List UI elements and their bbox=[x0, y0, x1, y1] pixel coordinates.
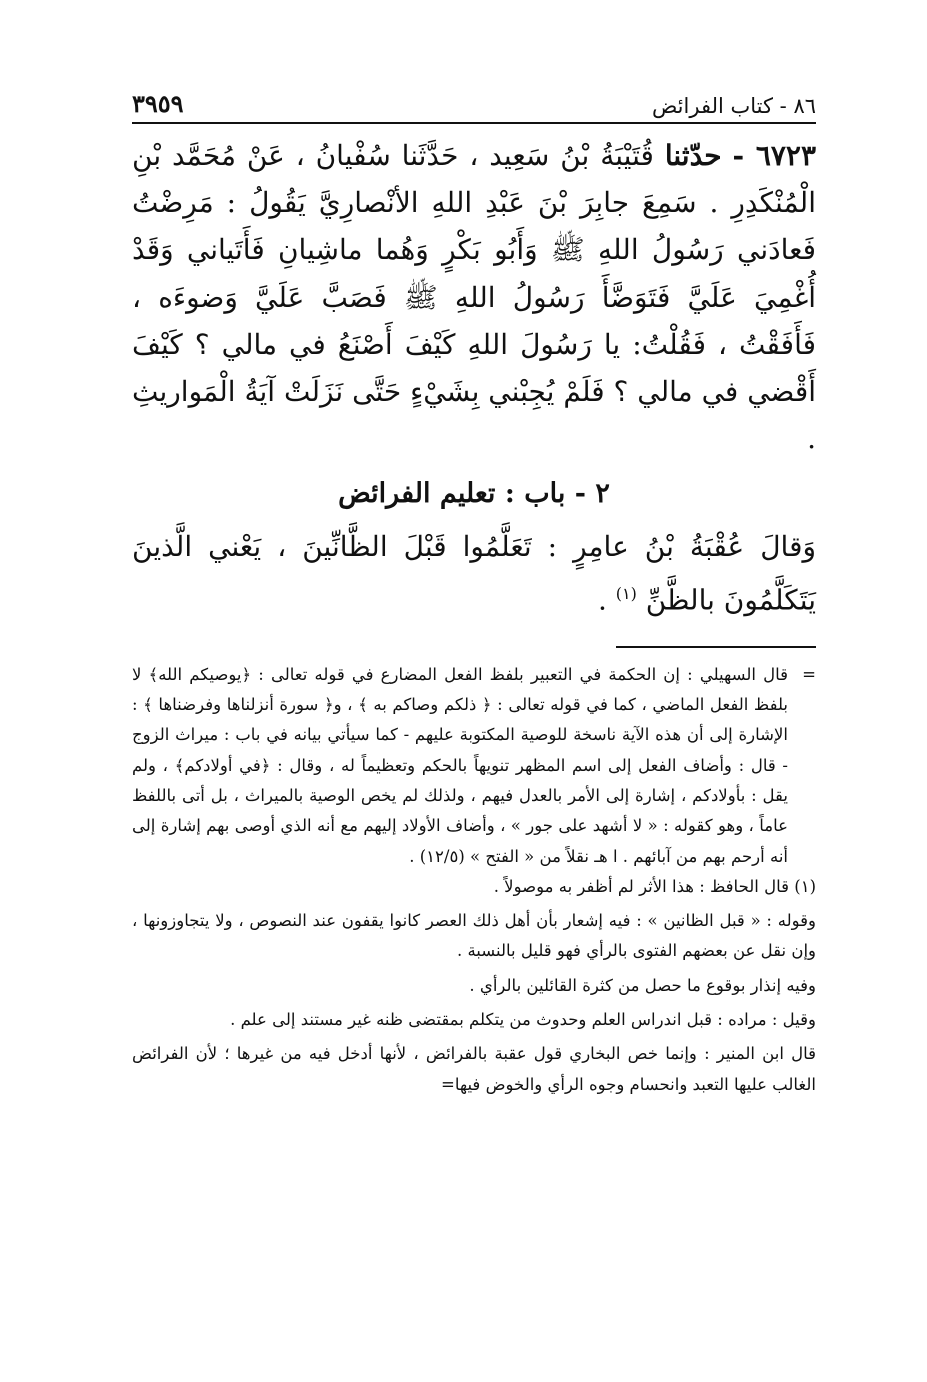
hadith-number: ٦٧٢٣ - bbox=[732, 139, 816, 172]
chapter-block bbox=[132, 523, 816, 623]
book-page bbox=[132, 76, 816, 1100]
continuation-marker: = bbox=[802, 664, 816, 684]
hadith-block bbox=[132, 132, 816, 462]
footnotes bbox=[132, 660, 816, 1100]
footnote-1-marker: (١) bbox=[794, 876, 816, 896]
footnote-continuation bbox=[132, 660, 816, 872]
running-title: ٨٦ - كتاب الفرائض bbox=[651, 94, 816, 118]
page-header bbox=[132, 76, 816, 124]
footnote-1-text: قال الحافظ : هذا الأثر لم أظفر به موصولاً . bbox=[493, 876, 789, 896]
chapter-end: . bbox=[597, 583, 607, 617]
footnote-paragraph: وقيل : مراده : قبل اندراس العلم وحدوث من يتكلم بمقتضى ظنه غير مستند إلى علم . bbox=[230, 1010, 816, 1030]
footnote-paragraph: وقوله : « قبل الظانين » : فيه إشعار بأن أهل ذلك العصر كانوا يقفون عند النصوص ، ولا يتجاوزونها ، وإن نقل عن بعضهم الفتوى بالرأي فهو قليل بالنسبة . bbox=[132, 911, 816, 961]
footnote-reference[interactable]: (١) bbox=[615, 584, 637, 604]
hadith-text: قُتَيْبَةُ بْنُ سَعِيد ، حَدَّثَنا سُفْيانُ ، عَنْ مُحَمَّد بْنِ الْمُنْكَدِرِ . سَمِعَ جابِرَ بْنَ عَبْدِ اللهِ الأنْصارِيَّ يَقُولُ : مَرِضْتُ فَعادَني رَسُولُ اللهِ ﷺ وَأَبُو بَكْرٍ وَهُما ماشِيانِ فَأَتَياني وَقَدْ أُغْمِيَ عَلَيَّ فَتَوَضَّأَ رَسُولُ اللهِ ﷺ فَصَبَّ عَلَيَّ وَضوءَه ، فَأَفَقْتُ ، فَقُلْتُ: يا رَسُولَ اللهِ كَيْفَ أَصْنَعُ في مالي ؟ كَيْفَ أَقْضي في مالي ؟ فَلَمْ يُجِبْني بِشَيْءٍ حَتَّى نَزَلَتْ آيَةُ الْمَواريثِ . bbox=[132, 139, 816, 456]
footnote-paragraph: وفيه إنذار بوقوع ما حصل من كثرة القائلين بالرأي . bbox=[469, 975, 816, 995]
chapter-text: وَقالَ عُقْبَةُ بْنُ عامِرٍ : تَعَلَّمُوا قَبْلَ الظَّانِّينَ ، يَعْني الَّذينَ يَتَكَلَّمُونَ بالظَّنِّ bbox=[132, 530, 816, 617]
chapter-paragraph bbox=[132, 523, 816, 623]
chapter-heading: ٢ - باب : تعليم الفرائض bbox=[338, 478, 610, 510]
hadith-keyword: حدّثنا bbox=[664, 139, 722, 172]
footnote-1 bbox=[132, 872, 816, 902]
continuation-text: قال السهيلي : إن الحكمة في التعبير بلفظ الفعل المضارع في قوله تعالى : ﴿يوصيكم الله﴾ لا بلفظ الفعل الماضي ، كما في قوله تعالى : ﴿ ذلكم وصاكم به ﴾ ، و﴿ سورة أنزلناها وفرضناها ﴾ : الإشارة إلى أن هذه الآية ناسخة للوصية المكتوبة عليهم - كما سيأتي بيانه في باب : ميراث الزوج - قال : وأضاف الفعل إلى اسم المظهر تنويهاً بالحكم وتعظيماً له ، وقال : ﴿في أولادكم﴾ ، ولم يقل : بأولادكم ، إشارة إلى الأمر بالعدل فيهم ، ولذلك لم يخص الوصية بالميراث ، بل أتى باللفظ عاماً ، وهو كقوله : « لا أشهد على جور » ، وأضاف الأولاد إليهم مع أنه الذي أوصى بهم إشارة إلى أنه أرحم بهم من آبائهم . ا هـ نقلاً من « الفتح » (١٢/٥) . bbox=[132, 664, 788, 866]
page-number: ٣٩٥٩ bbox=[132, 89, 184, 118]
hadith-paragraph bbox=[132, 132, 816, 462]
footnote-paragraph: قال ابن المنير : وإنما خص البخاري قول عقبة بالفرائض ، لأنها أدخل فيه من غيرها ؛ لأن الفرائض الغالب عليها التعبد وانحسام وجوه الرأي والخوض فيها= bbox=[132, 1044, 816, 1094]
footnote-separator bbox=[616, 646, 816, 648]
